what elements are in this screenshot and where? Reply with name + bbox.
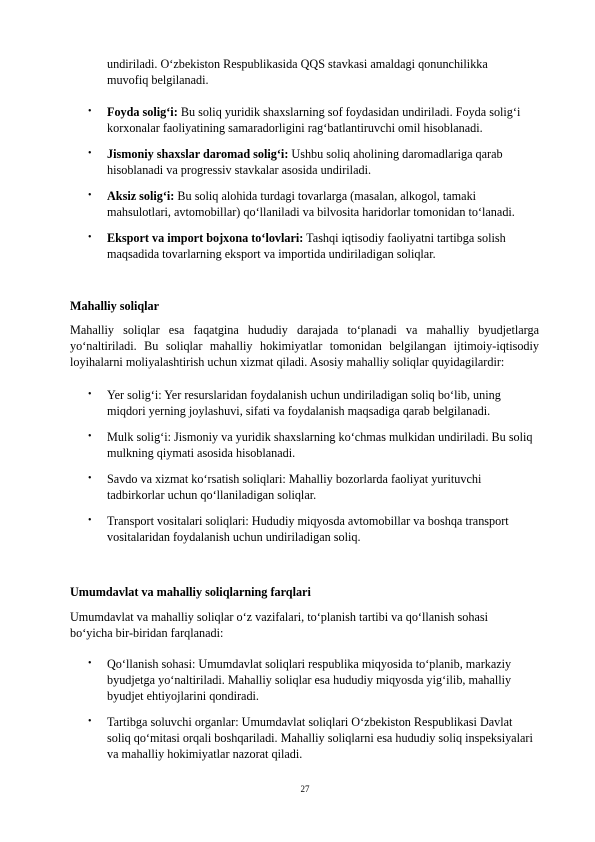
page-number: 27 <box>300 784 310 794</box>
bullet-icon: • <box>88 515 92 526</box>
list-item-text: Bu soliq yuridik shaxslarning sof foydasidan undiriladi. Foyda solig‘i korxonalar faoliyatining samaradorligini rag‘batlantiruvchi omil hisoblanadi. <box>107 105 521 135</box>
differences-list <box>0 656 539 762</box>
bullet-icon: • <box>88 190 92 201</box>
list-item-text: Transport vositalari soliqlari: Hududiy miqyosda avtomobillar va boshqa transport vositalaridan foydalanish uchun undiriladigan soliq. <box>107 514 509 544</box>
list-item <box>0 230 539 262</box>
list-item <box>0 513 539 545</box>
list-item-term: Aksiz solig‘i: <box>107 189 175 203</box>
list-item <box>0 146 539 178</box>
list-item-text: Tartibga soluvchi organlar: Umumdavlat soliqlari O‘zbekiston Respublikasi Davlat soliq qo‘mitasi orqali boshqariladi. Mahalliy soliqlarni esa hududiy soliq inspeksiyalari va mahalliy hokimiyatlar nazorat qiladi. <box>107 715 533 761</box>
local-intro-paragraph: Mahalliy soliqlar esa faqatgina hududiy darajada to‘planadi va mahalliy byudjetlarga yo‘naltiriladi. Bu soliqlar mahalliy hokimiyatlar tomonidan belgilangan ijtimoiy-iqtisodiy loyihalarni moliyalashtirish uchun xizmat qiladi. Asosiy mahalliy soliqlar quyidagilardir: <box>70 323 539 369</box>
differences-intro-paragraph: Umumdavlat va mahalliy soliqlar o‘z vazifalari, to‘planish tartibi va qo‘llanish sohasi bo‘yicha bir-biridan farqlanadi: <box>70 610 488 640</box>
bullet-icon: • <box>88 232 92 243</box>
list-item-text: Yer solig‘i: Yer resurslaridan foydalanish uchun undiriladigan soliq bo‘lib, uning miqdori yerning joylashuvi, sifati va foydalanish maqsadiga qarab belgilanadi. <box>107 388 501 418</box>
list-item-text: Bu soliq alohida turdagi tovarlarga (masalan, alkogol, tamaki mahsulotlari, avtomobillar) qo‘llaniladi va bilvosita haridorlar tomonidan to‘lanadi. <box>107 189 515 219</box>
list-item-text: Qo‘llanish sohasi: Umumdavlat soliqlari respublika miqyosida to‘planib, markaziy byudjetga yo‘naltiriladi. Mahalliy soliqlar esa hududiy miqyosda yig‘ilib, mahalliy byudjet ehtiyojlarini qondiradi. <box>107 657 512 703</box>
section-heading-differences: Umumdavlat va mahalliy soliqlarning farqlari <box>70 585 311 599</box>
list-item-term: Jismoniy shaxslar daromad solig‘i: <box>107 147 289 161</box>
bullet-icon: • <box>88 658 92 669</box>
list-item <box>0 714 539 762</box>
list-item <box>0 429 539 461</box>
bullet-icon: • <box>88 473 92 484</box>
list-item-text: Mulk solig‘i: Jismoniy va yuridik shaxslarning ko‘chmas mulkidan undiriladi. Bu soliq mulkning qiymati asosida hisoblanadi. <box>107 430 533 460</box>
bullet-icon: • <box>88 106 92 117</box>
list-item <box>0 471 539 503</box>
list-item-text: Ushbu soliq aholining daromadlariga qarab hisoblanadi va progressiv stavkalar asosida undiriladi. <box>107 147 503 177</box>
list-item <box>0 104 539 136</box>
intro-continuation: undiriladi. O‘zbekiston Respublikasida QQS stavkasi amaldagi qonunchilikka muvofiq belgilanadi. <box>107 57 488 87</box>
section-heading-local: Mahalliy soliqlar <box>70 299 160 313</box>
local-tax-list <box>0 387 539 545</box>
bullet-icon: • <box>88 148 92 159</box>
national-tax-list <box>0 104 539 262</box>
bullet-icon: • <box>88 716 92 727</box>
bullet-icon: • <box>88 431 92 442</box>
list-item <box>0 656 539 704</box>
list-item-term: Eksport va import bojxona to‘lovlari: <box>107 231 304 245</box>
list-item-term: Foyda solig‘i: <box>107 105 178 119</box>
list-item-text: Tashqi iqtisodiy faoliyatni tartibga solish maqsadida tovarlarning eksport va importida undiriladigan soliqlar. <box>107 231 506 261</box>
list-item <box>0 387 539 419</box>
list-item <box>0 188 539 220</box>
list-item-text: Savdo va xizmat ko‘rsatish soliqlari: Mahalliy bozorlarda faoliyat yurituvchi tadbirkorlar uchun qo‘llaniladigan soliqlar. <box>107 472 482 502</box>
bullet-icon: • <box>88 389 92 400</box>
